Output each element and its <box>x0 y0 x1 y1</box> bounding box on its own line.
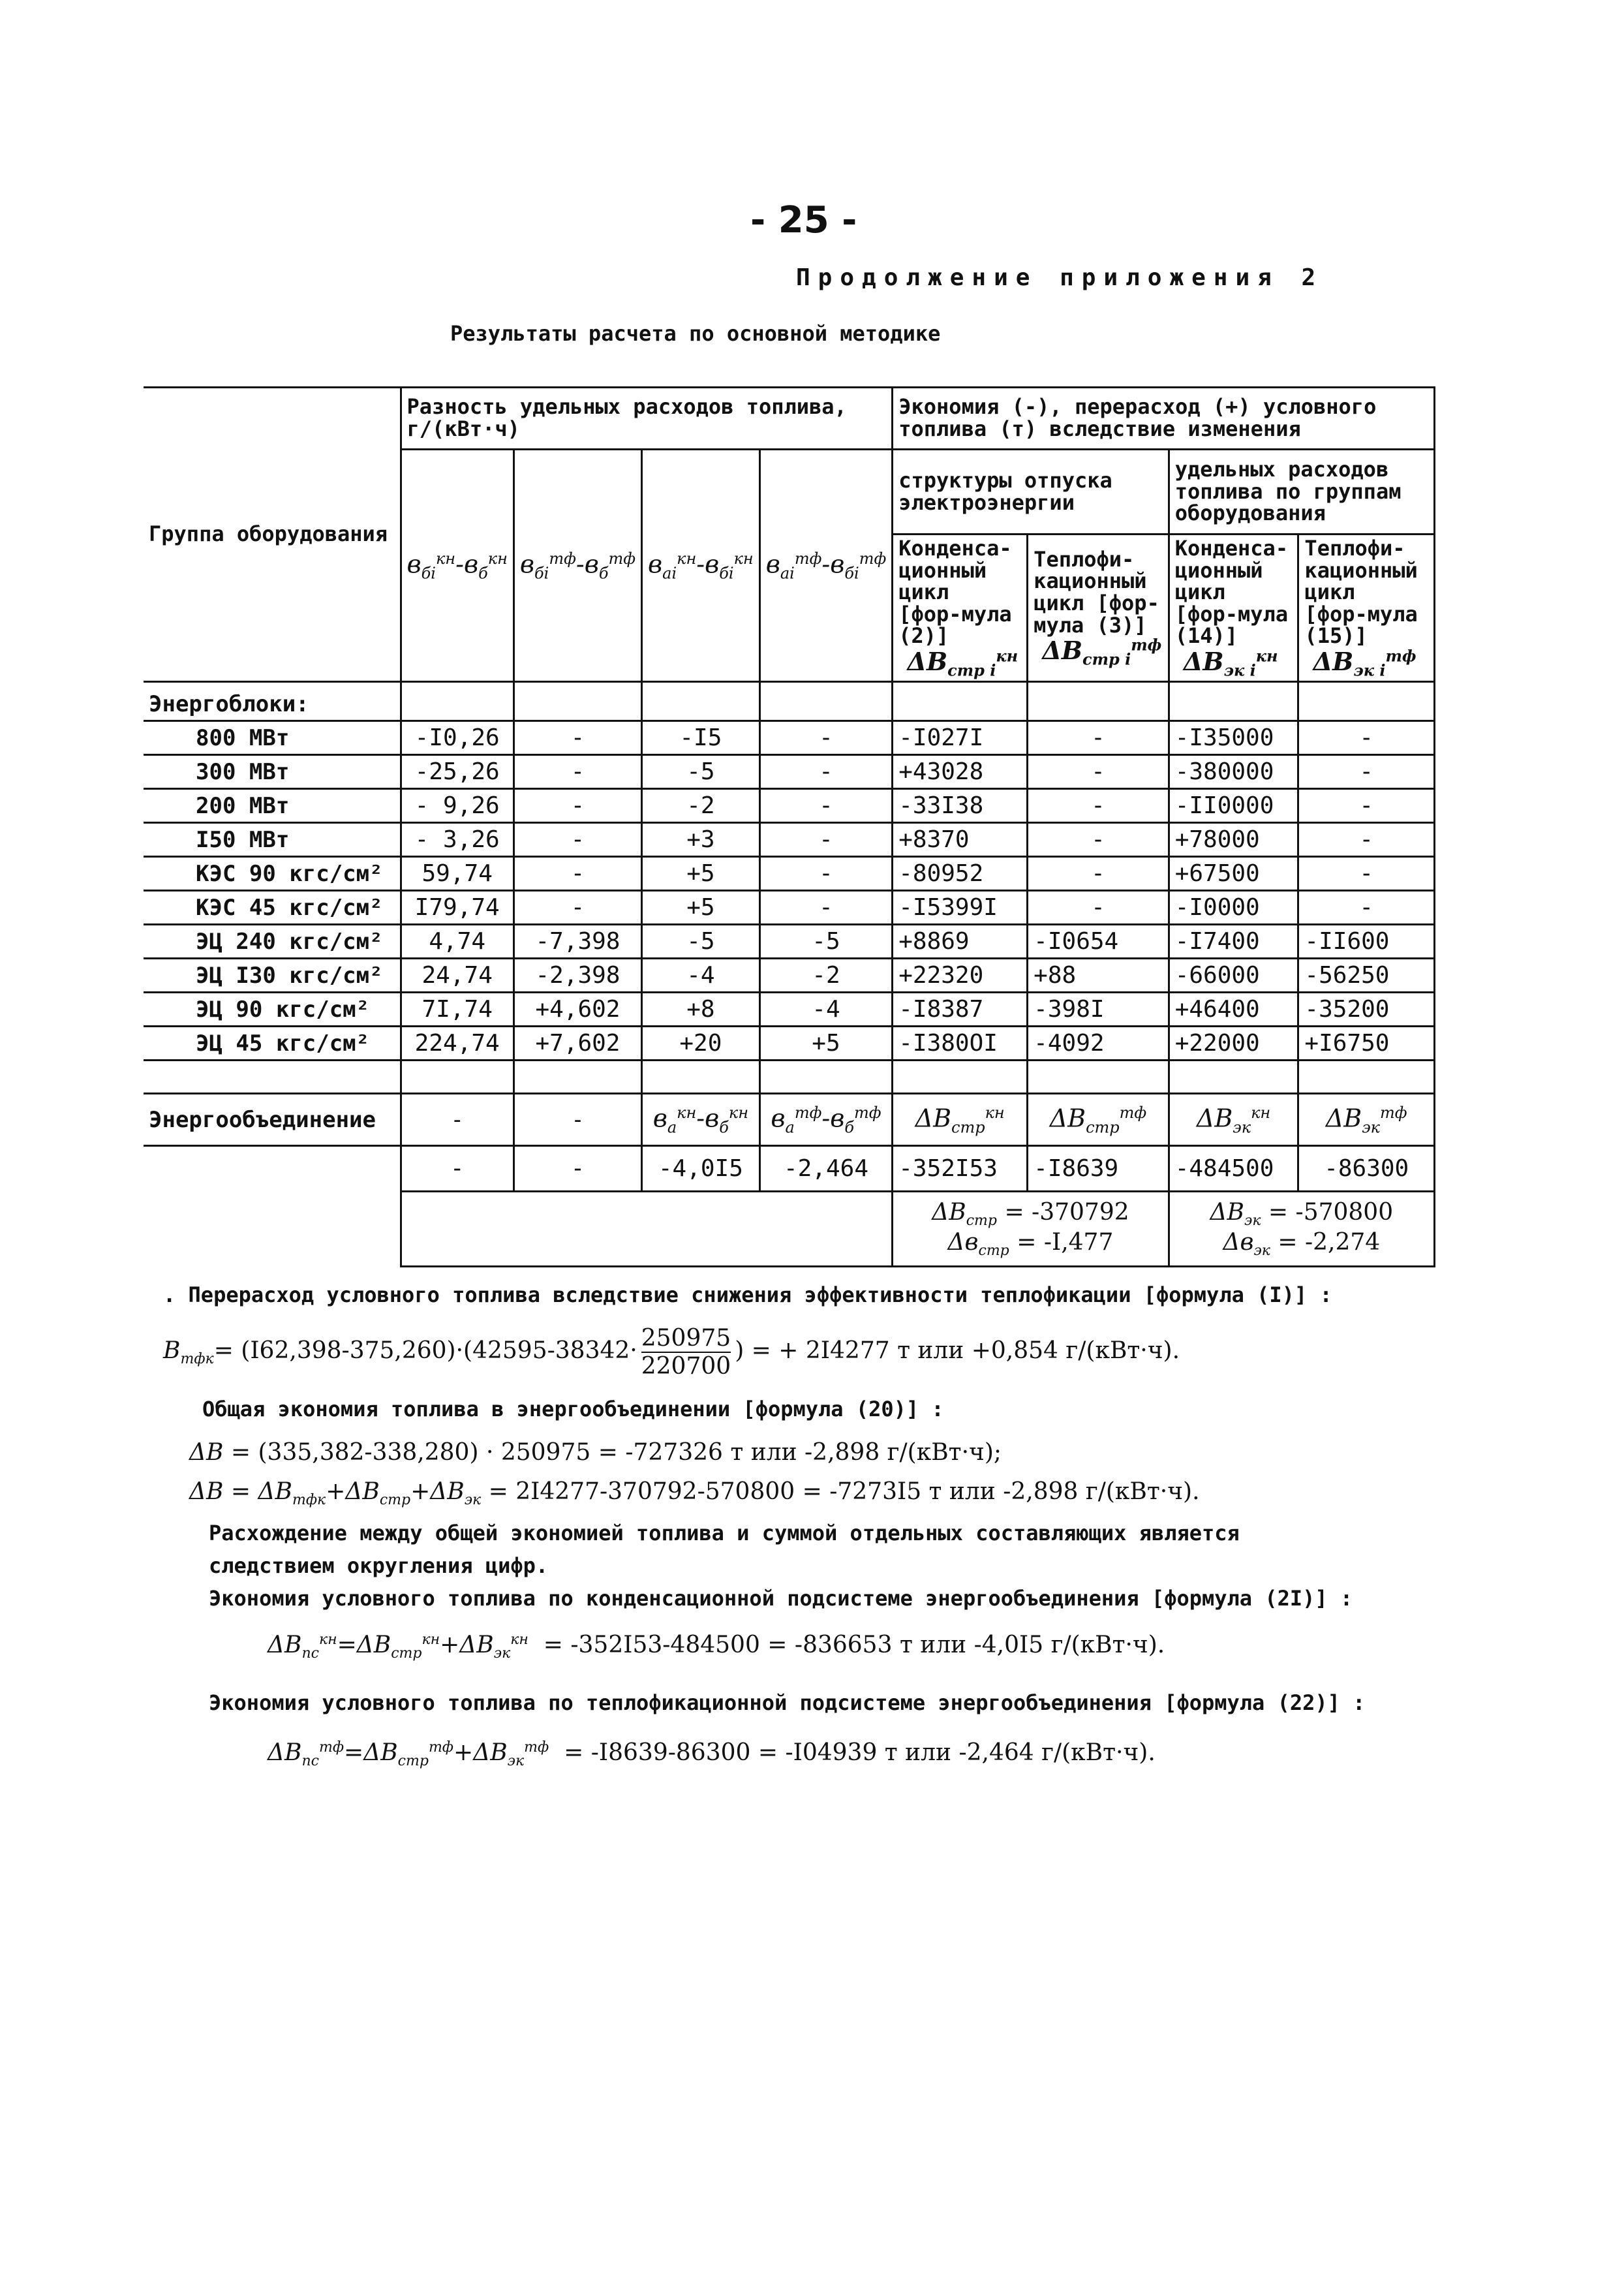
cell-str-tf: - <box>1028 721 1169 755</box>
table-row <box>144 857 1435 891</box>
row-label: ЭЦ 240 кгс/см² <box>144 925 401 959</box>
cell-diff-tf: - <box>513 721 641 755</box>
page-number: - 25 - <box>750 199 857 241</box>
cell-a-tf: - <box>759 789 893 823</box>
row-label: ЭЦ 45 кгс/см² <box>144 1027 401 1061</box>
total-ek: $\Delta B_{эк} = -570800$ $\Delta в_{эк} = -2,274$ <box>1169 1192 1434 1267</box>
cell-diff-tf: - <box>513 755 641 789</box>
cell-diff-tf: - <box>513 789 641 823</box>
cell-str-tf: - <box>1028 823 1169 857</box>
sym-d-tf: $в_{бi}^{тф}-в_б^{тф}$ <box>513 450 641 682</box>
row-label: 800 МВт <box>144 721 401 755</box>
cell-a-tf: - <box>759 755 893 789</box>
cell-str-kn: +22320 <box>893 959 1028 993</box>
row-label: КЭС 90 кгс/см² <box>144 857 401 891</box>
cell-ek-tf: - <box>1298 755 1435 789</box>
cell-a-kn: +5 <box>642 891 760 925</box>
sym-dB-ek-kn: $\Delta B_{эк}^{кн}$ <box>1169 1094 1298 1146</box>
cell-diff-tf: -7,398 <box>513 925 641 959</box>
sym-dB-str-tf: $\Delta B_{стр}^{тф}$ <box>1028 1094 1169 1146</box>
cell-str-kn: -I380OI <box>893 1027 1028 1061</box>
cell-str-kn: +43028 <box>893 755 1028 789</box>
cell-diff-tf: - <box>513 891 641 925</box>
results-table <box>144 386 1435 1267</box>
cell-str-kn: -I027I <box>893 721 1028 755</box>
heat-cycle-3: Теплофи-кационный цикл [фор-мула (3)] $\Delta B_{стр i}^{тф}$ <box>1028 535 1169 682</box>
union-dash-2: - <box>513 1094 641 1146</box>
formula-4: $\Delta B_{пс}^{кн}=\Delta B_{стр}^{кн}+\Delta B_{эк}^{кн} = -352I53-484500 = -836653$ т или -4,0I5 г/(кВт·ч). <box>268 1632 1165 1662</box>
cell-str-tf: - <box>1028 857 1169 891</box>
para-discrepancy: Расхождение между общей экономией топлива и суммой отдельных составляющих является <box>209 1521 1240 1545</box>
cell-a-tf: -4 <box>759 993 893 1027</box>
cell-ek-kn: -380000 <box>1169 755 1298 789</box>
table-row <box>144 789 1435 823</box>
table-row <box>144 925 1435 959</box>
cell-ek-kn: -II0000 <box>1169 789 1298 823</box>
table-row <box>144 1027 1435 1061</box>
cell-diff-kn: - 3,26 <box>401 823 513 857</box>
cell-a-tf: - <box>759 857 893 891</box>
cell-ek-tf: - <box>1298 823 1435 857</box>
para-total-econ: Общая экономия топлива в энергообъединении [формула (20)] : <box>202 1397 944 1421</box>
union-label: Энергообъединение <box>144 1094 401 1146</box>
cell-a-tf: - <box>759 721 893 755</box>
cell-ek-kn: -66000 <box>1169 959 1298 993</box>
cell-ek-kn: +78000 <box>1169 823 1298 857</box>
cell-str-kn: +8370 <box>893 823 1028 857</box>
cell-a-kn: +20 <box>642 1027 760 1061</box>
union-c8: -86300 <box>1298 1146 1435 1192</box>
cell-a-kn: -5 <box>642 925 760 959</box>
heat-cycle-15: Теплофи-кационный цикл [фор-мула (15)] $\Delta B_{эк i}^{тф}$ <box>1298 535 1435 682</box>
cell-a-tf: -2 <box>759 959 893 993</box>
econ-header: Экономия (-), перерасход (+) условного топлива (т) вследствие изменения <box>893 388 1435 450</box>
table-row <box>144 823 1435 857</box>
table-row <box>144 891 1435 925</box>
union-c4: -2,464 <box>759 1146 893 1192</box>
sym-union-kn: $в_a^{кн}-в_б^{кн}$ <box>642 1094 760 1146</box>
table-row <box>144 755 1435 789</box>
diff-header: Разность удельных расходов топлива, г/(кВт·ч) <box>401 388 893 450</box>
union-c3: -4,0I5 <box>642 1146 760 1192</box>
cell-ek-tf: - <box>1298 857 1435 891</box>
sym-dB-ek-tf: $\Delta B_{эк}^{тф}$ <box>1298 1094 1435 1146</box>
cell-ek-kn: +67500 <box>1169 857 1298 891</box>
total-str: $\Delta B_{стр} = -370792$ $\Delta в_{стр} = -I,477$ <box>893 1192 1169 1267</box>
cell-str-tf: -4092 <box>1028 1027 1169 1061</box>
cell-diff-kn: 59,74 <box>401 857 513 891</box>
cell-str-kn: -I8387 <box>893 993 1028 1027</box>
cell-ek-tf: - <box>1298 789 1435 823</box>
row-label: 200 МВт <box>144 789 401 823</box>
cell-str-tf: - <box>1028 755 1169 789</box>
sym-a-tf: $в_{ai}^{тф}-в_{бi}^{тф}$ <box>759 450 893 682</box>
union-c2: - <box>513 1146 641 1192</box>
cell-diff-tf: +4,602 <box>513 993 641 1027</box>
para-overspend: . Перерасход условного топлива вследствие снижения эффективности теплофикации [формула (I)] : <box>163 1282 1332 1307</box>
cell-a-tf: - <box>759 891 893 925</box>
cell-a-kn: -2 <box>642 789 760 823</box>
sym-union-tf: $в_a^{тф}-в_б^{тф}$ <box>759 1094 893 1146</box>
cell-a-kn: +8 <box>642 993 760 1027</box>
cell-a-kn: +3 <box>642 823 760 857</box>
para-heat-econ: Экономия условного топлива по теплофикационной подсистеме энергообъединения [формула (22)] : <box>209 1690 1366 1715</box>
cell-diff-kn: -I0,26 <box>401 721 513 755</box>
sym-dB-str-kn: $\Delta B_{стр}^{кн}$ <box>893 1094 1028 1146</box>
cell-a-kn: +5 <box>642 857 760 891</box>
cell-diff-kn: 7I,74 <box>401 993 513 1027</box>
cell-str-kn: -I5399I <box>893 891 1028 925</box>
cell-diff-tf: +7,602 <box>513 1027 641 1061</box>
struct-header: структуры отпуска электроэнергии <box>893 450 1169 535</box>
union-c6: -I8639 <box>1028 1146 1169 1192</box>
cell-ek-tf: - <box>1298 891 1435 925</box>
row-label: ЭЦ 90 кгс/см² <box>144 993 401 1027</box>
cell-str-tf: -398I <box>1028 993 1169 1027</box>
union-c5: -352I53 <box>893 1146 1028 1192</box>
cell-ek-kn: -I7400 <box>1169 925 1298 959</box>
para-discrepancy-2: следствием округления цифр. <box>209 1553 549 1578</box>
cell-diff-kn: 24,74 <box>401 959 513 993</box>
cell-diff-tf: - <box>513 857 641 891</box>
cell-diff-kn: 4,74 <box>401 925 513 959</box>
cell-a-kn: -I5 <box>642 721 760 755</box>
cell-diff-kn: I79,74 <box>401 891 513 925</box>
cell-ek-tf: -35200 <box>1298 993 1435 1027</box>
cell-str-tf: - <box>1028 891 1169 925</box>
formula-1: $B_{тфк}= (I62,398-375,260)\cdot(42595-38342\cdot$ $\frac{250975}{220700}$ ) = + 2I4277 т или +0,854 г/(кВт·ч). <box>163 1325 1180 1380</box>
cell-a-tf: - <box>759 823 893 857</box>
cell-str-kn: +8869 <box>893 925 1028 959</box>
cell-diff-tf: -2,398 <box>513 959 641 993</box>
union-dash-1: - <box>401 1094 513 1146</box>
cell-ek-tf: -II600 <box>1298 925 1435 959</box>
cell-ek-kn: -I35000 <box>1169 721 1298 755</box>
cell-a-kn: -4 <box>642 959 760 993</box>
spec-header: удельных расходов топлива по группам оборудования <box>1169 450 1434 535</box>
sym-d-kn: $в_{бi}^{кн}-в_б^{кн}$ <box>401 450 513 682</box>
formula-3: $\Delta B = \Delta B_{тфк}+\Delta B_{стр}+\Delta B_{эк} = 2I4277-370792-570800 = -7273I5$ т или -2,898 г/(кВт·ч). <box>189 1478 1200 1509</box>
cell-ek-tf: -56250 <box>1298 959 1435 993</box>
cell-str-tf: +88 <box>1028 959 1169 993</box>
para-cond-econ: Экономия условного топлива по конденсационной подсистеме энергообъединения [формула (2I)] : <box>209 1586 1353 1611</box>
cell-ek-tf: - <box>1298 721 1435 755</box>
union-c1: - <box>401 1146 513 1192</box>
cell-str-tf: - <box>1028 789 1169 823</box>
cell-a-kn: -5 <box>642 755 760 789</box>
group-header: Группа оборудования <box>144 388 401 682</box>
cell-a-tf: -5 <box>759 925 893 959</box>
cell-str-kn: -80952 <box>893 857 1028 891</box>
union-c7: -484500 <box>1169 1146 1298 1192</box>
cell-diff-tf: - <box>513 823 641 857</box>
table-row <box>144 721 1435 755</box>
table-row <box>144 993 1435 1027</box>
cell-str-kn: -33I38 <box>893 789 1028 823</box>
sym-a-kn: $в_{ai}^{кн}-в_{бi}^{кн}$ <box>642 450 760 682</box>
cell-ek-kn: -I0000 <box>1169 891 1298 925</box>
table-row <box>144 959 1435 993</box>
cell-diff-kn: 224,74 <box>401 1027 513 1061</box>
row-label: КЭС 45 кгс/см² <box>144 891 401 925</box>
cell-diff-kn: - 9,26 <box>401 789 513 823</box>
row-label: 300 МВт <box>144 755 401 789</box>
cond-cycle-14: Конденса-ционный цикл [фор-мула (14)] $\Delta B_{эк i}^{кн}$ <box>1169 535 1298 682</box>
formula-2: ΔB = (335,382-338,280) · 250975 = -727326 т или -2,898 г/(кВт·ч); <box>189 1439 1002 1466</box>
cond-cycle-2: Конденса-ционный цикл [фор-мула (2)] $\Delta B_{стр i}^{кн}$ <box>893 535 1028 682</box>
cell-ek-tf: +I6750 <box>1298 1027 1435 1061</box>
row-label: I50 МВт <box>144 823 401 857</box>
cell-str-tf: -I0654 <box>1028 925 1169 959</box>
cell-diff-kn: -25,26 <box>401 755 513 789</box>
table-subtitle: Результаты расчета по основной методике <box>450 321 941 346</box>
formula-5: $\Delta B_{пс}^{тф}=\Delta B_{стр}^{тф}+\Delta B_{эк}^{тф} = -I8639-86300 = -I04939$ т или -2,464 г/(кВт·ч). <box>268 1739 1156 1770</box>
cell-ek-kn: +22000 <box>1169 1027 1298 1061</box>
cell-ek-kn: +46400 <box>1169 993 1298 1027</box>
row-label: ЭЦ I30 кгс/см² <box>144 959 401 993</box>
cell-a-tf: +5 <box>759 1027 893 1061</box>
continuation-title: Продолжение приложения 2 <box>796 264 1324 291</box>
section-label: Энергоблоки: <box>144 682 401 721</box>
